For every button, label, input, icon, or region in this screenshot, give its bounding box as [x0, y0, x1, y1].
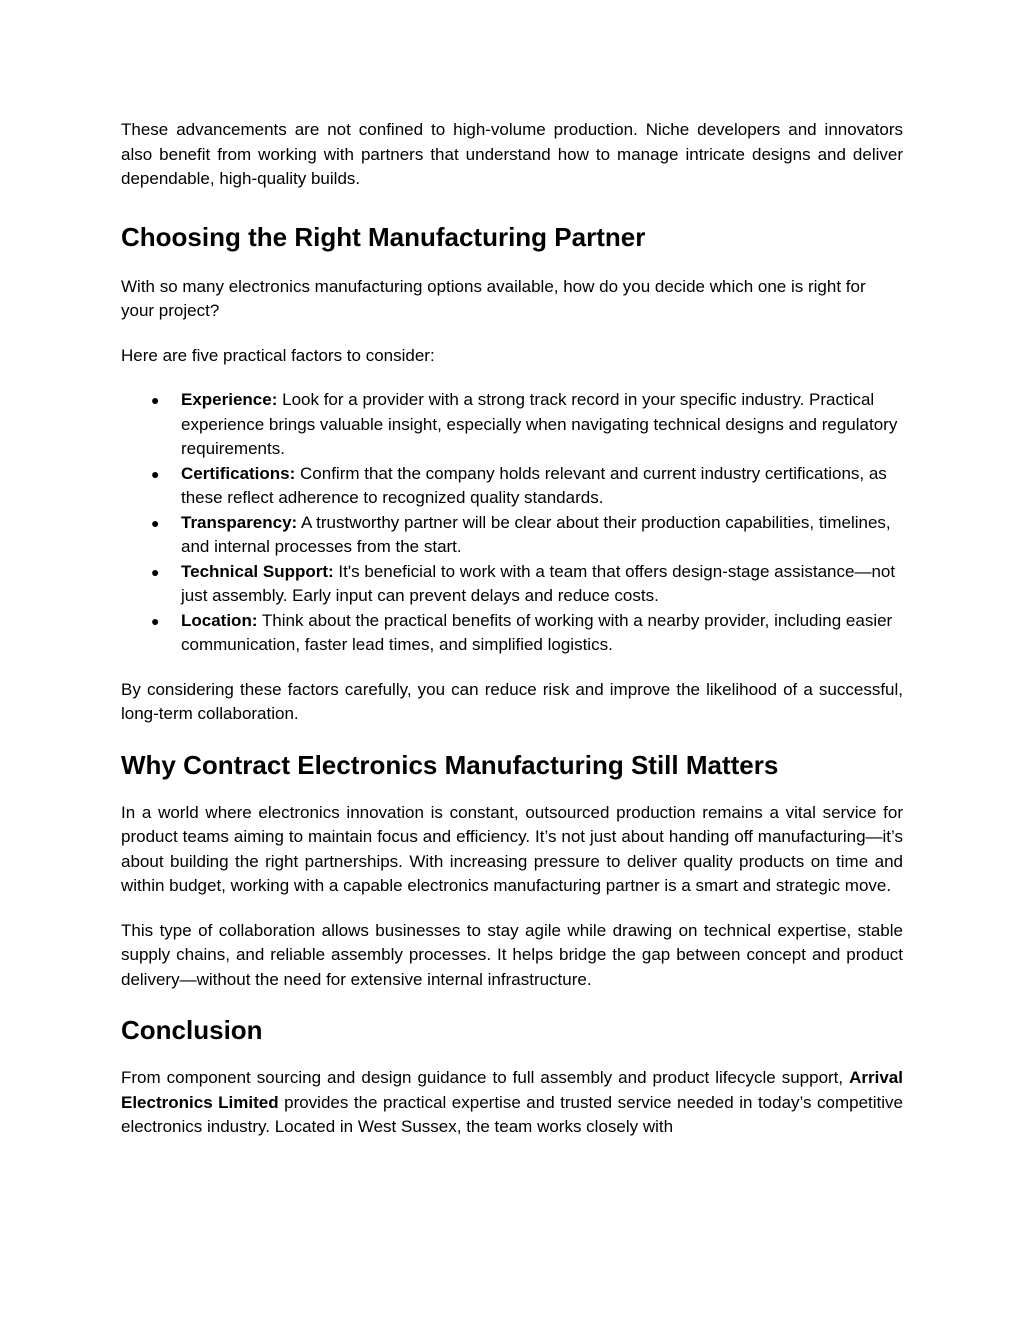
list-item-technical-support [121, 560, 903, 609]
factor-text: Look for a provider with a strong track record in your specific industry. Practical experience brings valuable insight, especially when navigating technical designs and regulatory requirements. [181, 390, 898, 458]
conclusion-paragraph [121, 1066, 903, 1140]
list-item-location [121, 609, 903, 658]
factor-text: Think about the practical benefits of working with a nearby provider, including easier communication, faster lead times, and simplified logistics. [181, 610, 893, 654]
conclusion-rest: provides the practical expertise and trusted service needed in today’s competitive electronics industry. Located in West Sussex, the team works closely with [121, 1092, 903, 1136]
factor-term: Location: [181, 610, 258, 630]
why-paragraph-2: This type of collaboration allows businesses to stay agile while drawing on technical expertise, stable supply chains, and reliable assembly processes. It helps bridge the gap between concept and product delivery—without the need for extensive internal infrastructure. [121, 920, 903, 989]
heading-conclusion: Conclusion [121, 1015, 263, 1045]
list-item-experience [121, 388, 903, 462]
company-name: Arrival Electronics Limited [121, 1068, 903, 1112]
factors-intro-paragraph: Here are five practical factors to consider: [121, 345, 435, 365]
factor-text: Confirm that the company holds relevant and current industry certifications, as these reflect adherence to recognized quality standards. [181, 463, 887, 507]
factor-term: Experience: [181, 390, 278, 409]
bullet-icon: ● [151, 612, 160, 629]
factor-text: It's beneficial to work with a team that offers design-stage assistance—not just assembly. Early input can prevent delays and reduce costs. [181, 561, 896, 605]
intro-paragraph: These advancements are not confined to high-volume production. Niche developers and innovators also benefit from working with partners that understand how to manage intricate designs and deliver dependable, high-quality builds. [121, 120, 903, 188]
bullet-icon: ● [151, 392, 160, 408]
heading-choosing-partner: Choosing the Right Manufacturing Partner [121, 221, 646, 252]
bullet-icon: ● [151, 465, 160, 482]
conclusion-lead: From component sourcing and design guidance to full assembly and product lifecycle support, [121, 1068, 850, 1087]
bullet-icon: ● [151, 563, 160, 580]
list-item-transparency [121, 511, 903, 560]
factors-list [121, 388, 903, 658]
heading-why-contract: Why Contract Electronics Manufacturing Still Matters [121, 749, 779, 780]
considering-paragraph: By considering these factors carefully, you can reduce risk and improve the likelihood of a successful, long-term collaboration. [121, 679, 903, 723]
factor-term: Transparency: [181, 512, 298, 532]
factor-term: Technical Support: [181, 561, 334, 581]
list-item-certifications [121, 462, 903, 511]
options-paragraph: With so many electronics manufacturing options available, how do you decide which one is right for your project? [121, 276, 866, 320]
bullet-icon: ● [151, 514, 160, 531]
factor-text: A trustworthy partner will be clear about their production capabilities, timelines, and internal processes from the start. [181, 512, 891, 556]
why-paragraph-1: In a world where electronics innovation is constant, outsourced production remains a vital service for product teams aiming to maintain focus and efficiency. It’s not just about handing off manufacturing—it’s about building the right partnerships. With increasing pressure to deliver quality products on time and within budget, working with a capable electronics manufacturing partner is a smart and strategic move. [121, 802, 903, 895]
factor-term: Certifications: [181, 463, 296, 483]
